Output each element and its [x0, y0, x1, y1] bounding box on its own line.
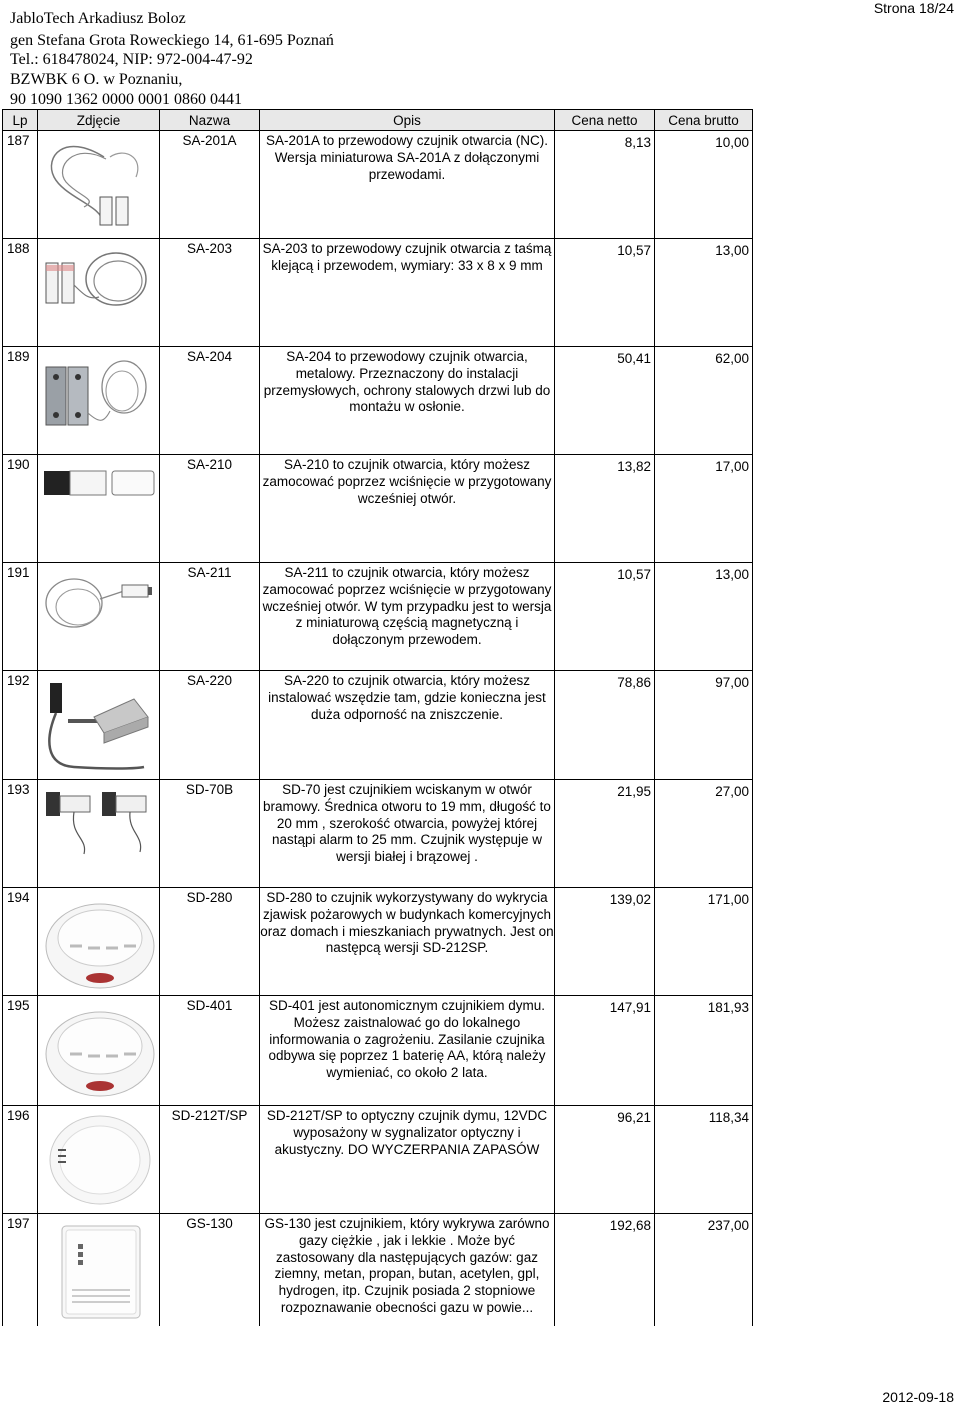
print-date: 2012-09-18 [882, 1389, 954, 1405]
row-description: SA-210 to czujnik otwarcia, który możesz zamocować poprzez wciśnięcie w przygotowany wcześniej otwór. [260, 455, 555, 563]
row-gross-price: 62,00 [655, 347, 753, 455]
row-lp: 192 [3, 671, 38, 780]
row-lp: 190 [3, 455, 38, 563]
row-photo [38, 1106, 160, 1214]
row-name: SA-210 [160, 455, 260, 563]
company-name: JabloTech Arkadiusz Boloz [10, 10, 186, 27]
row-net-price: 147,91 [555, 996, 655, 1106]
row-lp: 194 [3, 888, 38, 996]
row-lp: 197 [3, 1214, 38, 1326]
row-lp: 196 [3, 1106, 38, 1214]
row-description: SD-280 to czujnik wykorzystywany do wykrycia zjawisk pożarowych w budynkach komercyjnych oraz domach i mieszkaniach prywatnych. Jest on następcą wersji SD-212SP. [260, 888, 555, 996]
row-net-price: 139,02 [555, 888, 655, 996]
row-name: GS-130 [160, 1214, 260, 1326]
row-description: SA-204 to przewodowy czujnik otwarcia, metalowy. Przeznaczony do instalacji przemysłowych, ochrony stalowych drzwi lub do montażu w osłonie. [260, 347, 555, 455]
col-desc: Opis [260, 110, 555, 131]
row-lp: 188 [3, 239, 38, 347]
row-name: SD-70B [160, 780, 260, 888]
gas-detector-icon [44, 1220, 156, 1320]
row-net-price: 10,57 [555, 239, 655, 347]
col-name: Nazwa [160, 110, 260, 131]
row-description: SD-70 jest czujnikiem wciskanym w otwór bramowy. Średnica otworu to 19 mm, długość to 20 mm , szerokość otwarcia, powyżej której nastąpi alarm to 25 mm. Czujnik występuje w wersji białej i brązowej . [260, 780, 555, 888]
row-net-price: 50,41 [555, 347, 655, 455]
row-lp: 193 [3, 780, 38, 888]
row-name: SA-211 [160, 563, 260, 671]
table-header-row [3, 110, 753, 131]
row-photo [38, 888, 160, 996]
table-row [3, 455, 753, 563]
gate-contact-icon [44, 786, 156, 856]
table-row [3, 131, 753, 239]
company-account: 90 1090 1362 0000 0001 0860 0441 [10, 91, 242, 108]
row-net-price: 78,86 [555, 671, 655, 780]
flush-contact-icon [44, 461, 156, 501]
wired-contact-icon [44, 137, 152, 229]
table-row [3, 1106, 753, 1214]
optical-smoke-detector-icon [44, 1112, 156, 1208]
smoke-detector-icon [44, 894, 156, 992]
row-photo [38, 347, 160, 455]
table-row [3, 888, 753, 996]
col-gross-price: Cena brutto [655, 110, 753, 131]
row-photo [38, 239, 160, 347]
row-gross-price: 181,93 [655, 996, 753, 1106]
row-gross-price: 97,00 [655, 671, 753, 780]
table-row [3, 996, 753, 1106]
table-row [3, 239, 753, 347]
row-photo [38, 671, 160, 780]
row-photo [38, 131, 160, 239]
row-name: SA-201A [160, 131, 260, 239]
row-name: SD-212T/SP [160, 1106, 260, 1214]
company-address: gen Stefana Grota Roweckiego 14, 61-695 Poznań [10, 32, 334, 49]
row-description: SA-201A to przewodowy czujnik otwarcia (NC). Wersja miniaturowa SA-201A z dołączonymi przewodami. [260, 131, 555, 239]
row-description: SA-220 to czujnik otwarcia, który możesz instalować wszędzie tam, gdzie konieczna jest duża odporność na zniszczenie. [260, 671, 555, 780]
row-lp: 189 [3, 347, 38, 455]
row-gross-price: 27,00 [655, 780, 753, 888]
row-gross-price: 10,00 [655, 131, 753, 239]
table-row [3, 563, 753, 671]
row-net-price: 8,13 [555, 131, 655, 239]
table-row [3, 780, 753, 888]
armored-contact-icon [44, 677, 156, 773]
row-name: SD-280 [160, 888, 260, 996]
row-photo [38, 996, 160, 1106]
metal-contact-icon [44, 353, 152, 433]
row-lp: 191 [3, 563, 38, 671]
col-photo: Zdjęcie [38, 110, 160, 131]
company-phone-nip: Tel.: 618478024, NIP: 972-004-47-92 [10, 51, 253, 68]
row-name: SA-203 [160, 239, 260, 347]
row-description: GS-130 jest czujnikiem, który wykrywa zarówno gazy ciężkie , jak i lekkie . Może być zastosowany dla następujących gazów: gaz ziemny, metan, propan, butan, acetylen, gpl, hydrogen, itp. Czujnik posiada 2 stopniowe rozpoznawanie obecności gazu w powie... [260, 1214, 555, 1326]
col-net-price: Cena netto [555, 110, 655, 131]
table-row [3, 1214, 753, 1326]
row-description: SA-203 to przewodowy czujnik otwarcia z taśmą klejącą i przewodem, wymiary: 33 x 8 x 9 mm [260, 239, 555, 347]
row-lp: 195 [3, 996, 38, 1106]
row-description: SD-212T/SP to optyczny czujnik dymu, 12VDC wyposażony w sygnalizator optyczny i akustyczny. DO WYCZERPANIA ZAPASÓW [260, 1106, 555, 1214]
row-name: SD-401 [160, 996, 260, 1106]
table-row [3, 671, 753, 780]
row-name: SA-204 [160, 347, 260, 455]
row-gross-price: 171,00 [655, 888, 753, 996]
row-net-price: 13,82 [555, 455, 655, 563]
adhesive-contact-icon [44, 245, 152, 315]
row-gross-price: 13,00 [655, 563, 753, 671]
row-photo [38, 780, 160, 888]
mini-flush-contact-icon [44, 569, 156, 639]
row-gross-price: 13,00 [655, 239, 753, 347]
table-row [3, 347, 753, 455]
row-net-price: 10,57 [555, 563, 655, 671]
col-lp: Lp [3, 110, 38, 131]
row-photo [38, 455, 160, 563]
row-net-price: 192,68 [555, 1214, 655, 1326]
page-number: Strona 18/24 [873, 0, 954, 16]
row-name: SA-220 [160, 671, 260, 780]
row-gross-price: 118,34 [655, 1106, 753, 1214]
row-gross-price: 17,00 [655, 455, 753, 563]
row-net-price: 96,21 [555, 1106, 655, 1214]
company-bank: BZWBK 6 O. w Poznaniu, [10, 71, 183, 88]
row-lp: 187 [3, 131, 38, 239]
row-description: SA-211 to czujnik otwarcia, który możesz zamocować poprzez wciśnięcie w przygotowany wcześniej otwór. W tym przypadku jest to wersja z miniaturową częścią magnetyczną i dołączonym przewodem. [260, 563, 555, 671]
row-photo [38, 563, 160, 671]
row-photo [38, 1214, 160, 1326]
row-gross-price: 237,00 [655, 1214, 753, 1326]
row-description: SD-401 jest autonomicznym czujnikiem dymu. Możesz zaistnalować go do lokalnego informowania o zagrożeniu. Zasilanie czujnika odbywa się poprzez 1 baterię AA, którą należy wymieniać, co około 2 lata. [260, 996, 555, 1106]
row-net-price: 21,95 [555, 780, 655, 888]
product-table [2, 109, 753, 1326]
smoke-detector-icon [44, 1002, 156, 1100]
